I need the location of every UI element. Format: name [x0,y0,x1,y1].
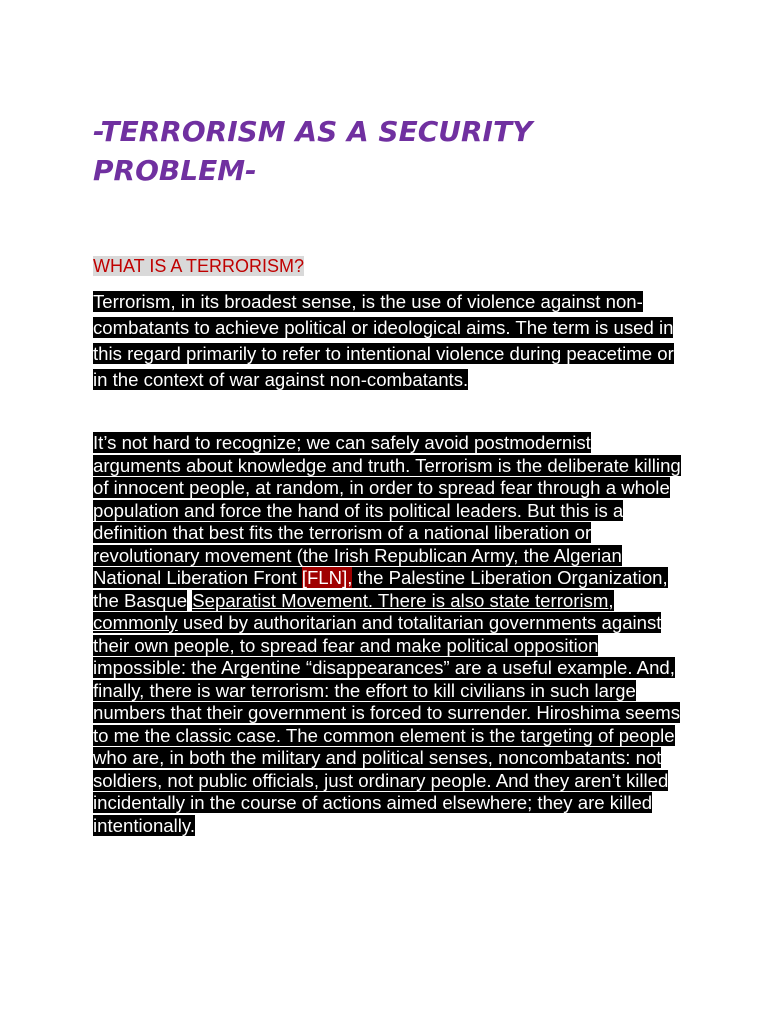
paragraph-explanation-part1: It’s not hard to recognize; we can safely avoid postmodernist arguments about knowledge and truth. Terrorism is the deliberate killing of innocent people, at random, in order to spread fear through a whole population and force the hand of its political leaders. But this is a definition that best fits the terrorism of a national liberation or revolutionary movement (the Irish Republican Army, the Algerian National Liberation Front [93,432,681,588]
paragraph-definition [93,289,675,393]
section-heading [93,254,304,279]
paragraph-explanation-part4: used by authoritarian and totalitarian governments against their own people, to spread fear and make political opposition impossible: the Argentine “disappearances” are a useful example. And, finally, there is war terrorism: the effort to kill civilians in such large numbers that their government is forced to surrender. Hiroshima seems to me the classic case. The common element is the targeting of people who are, in both the military and political senses, noncombatants: not soldiers, not public officials, just ordinary people. And they aren’t killed incidentally in the course of actions aimed elsewhere; they are killed intentionally. [93,612,680,836]
paragraph-explanation-part2: the Palestine Liberation Organization, the Basque [93,567,668,611]
paragraph-explanation-underlined: Separatist Movement. There is also state terrorism, commonly [93,589,614,633]
fln-highlight: [FLN], [301,567,353,588]
section-heading-text: WHAT IS A TERRORISM? [93,256,305,276]
paragraph-explanation [93,432,683,837]
paragraph-definition-text: Terrorism, in its broadest sense, is the use of violence against non-combatants to achieve political or ideological aims. The term is used in this regard primarily to refer to intentional violence during peacetime or in the context of war against non-combatants. [93,291,674,390]
document-title: -TERRORISM AS A SECURITY PROBLEM- [93,115,533,187]
